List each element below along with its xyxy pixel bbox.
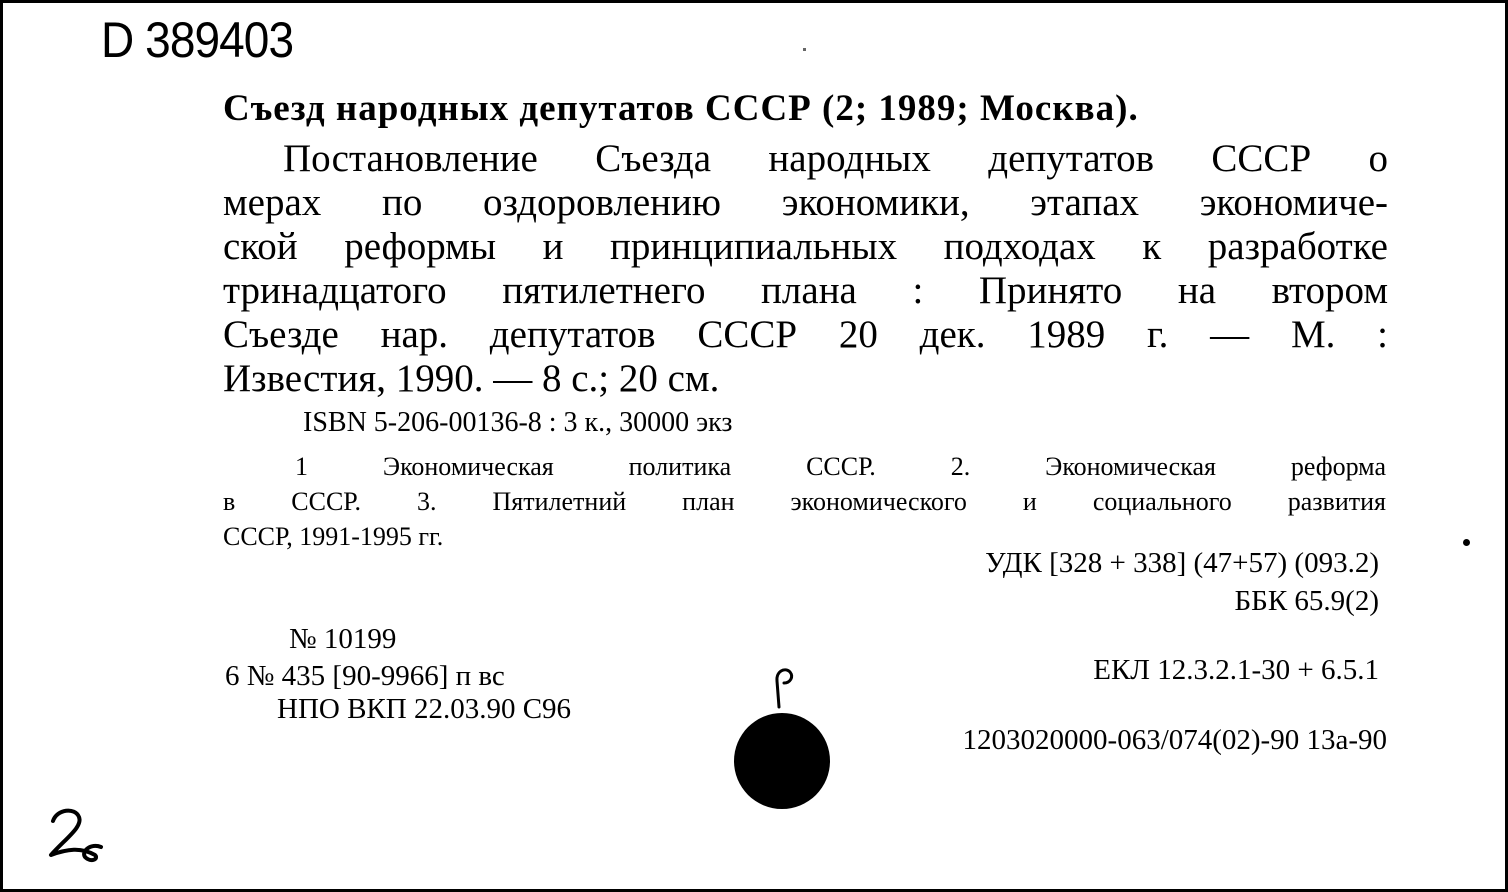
shelf-mark: D 389403 <box>101 12 294 68</box>
handwritten-mark <box>763 663 803 716</box>
description-line: мерах по оздоровлению экономики, этапах экономиче- <box>223 181 1388 224</box>
description-line: тринадцатого пятилетнего плана : Принято на втором <box>223 269 1388 312</box>
stray-dot <box>803 48 806 51</box>
description-line: Съезде нар. депутатов СССР 20 дек. 1989 г. — М. : <box>223 313 1388 356</box>
isbn-line: ISBN 5-206-00136-8 : 3 к., 30000 экз <box>303 407 733 438</box>
punch-hole <box>734 713 830 809</box>
description-line: Известия, 1990. — 8 с.; 20 см. <box>223 357 720 400</box>
subject-line: 1 Экономическая политика СССР. 2. Экономическая реформа <box>295 452 1386 481</box>
description-line: Постановление Съезда народных депутатов СССР о <box>283 137 1388 180</box>
printer-line: НПО ВКП 22.03.90 С96 <box>277 693 572 725</box>
bbk-index: ББК 65.9(2) <box>1234 585 1379 617</box>
subject-headings <box>223 449 1386 554</box>
card-number: № 10199 <box>289 623 397 655</box>
description-line: ской реформы и принципиальных подходах к разработке <box>223 225 1388 268</box>
card-heading: Съезд народных депутатов СССР (2; 1989; Москва). <box>223 88 1139 129</box>
subject-line: СССР, 1991-1995 гг. <box>223 522 444 551</box>
order-number: 6 № 435 [90-9966] п вс <box>225 660 505 692</box>
catalog-code: 1203020000-063/074(02)-90 13а-90 <box>962 724 1387 756</box>
handwritten-numeral <box>41 803 111 870</box>
ekl-index: ЕКЛ 12.3.2.1-30 + 6.5.1 <box>1093 654 1379 686</box>
udk-index: УДК [328 + 338] (47+57) (093.2) <box>985 547 1379 579</box>
title-description <box>223 137 1388 401</box>
ink-dot <box>1463 539 1470 546</box>
subject-line: в СССР. 3. Пятилетний план экономического и социального развития <box>223 487 1386 516</box>
